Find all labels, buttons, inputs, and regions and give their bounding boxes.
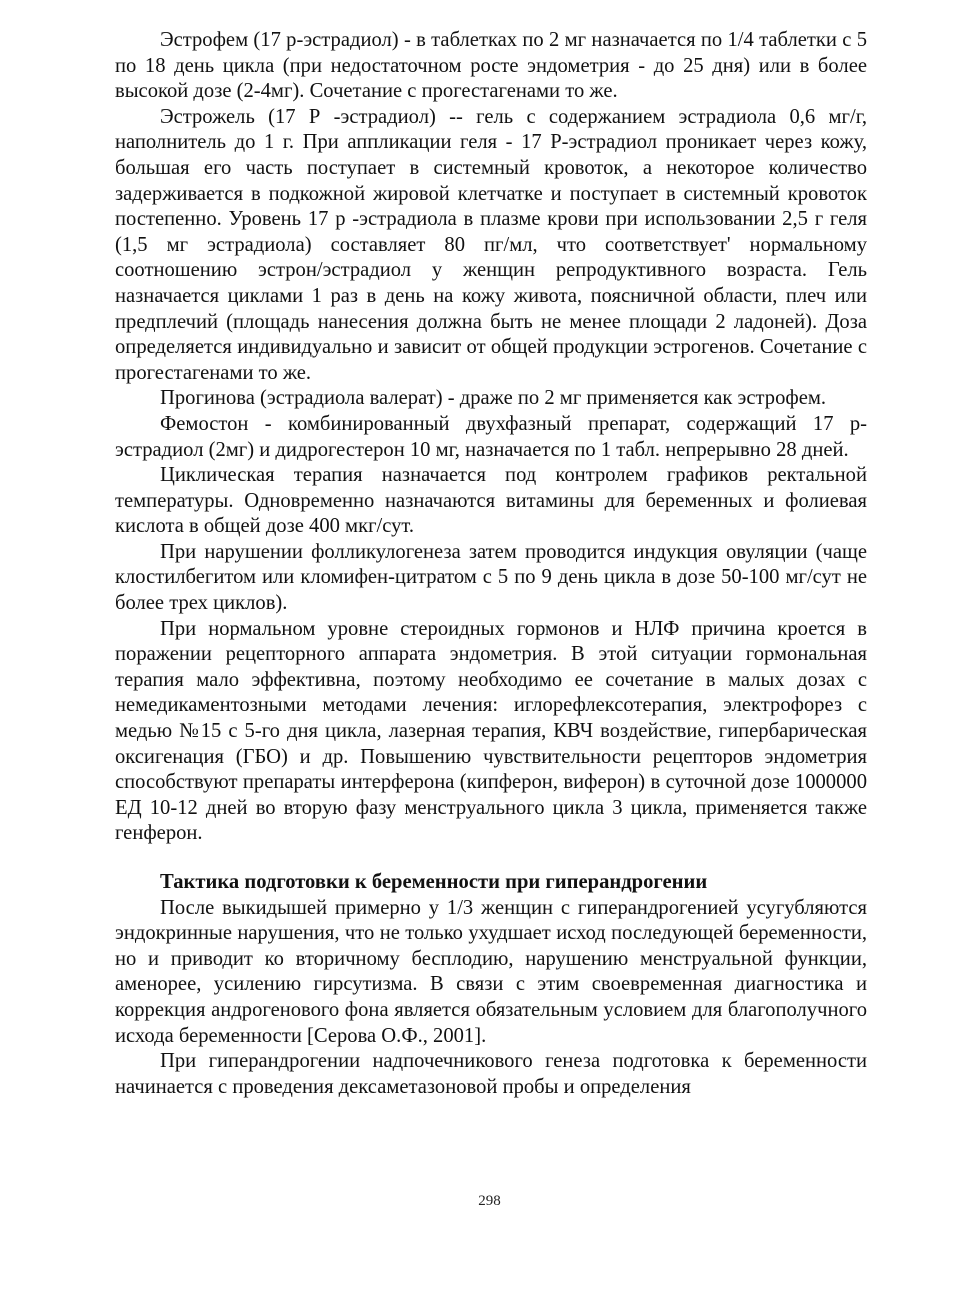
document-page xyxy=(115,28,867,1100)
section-heading: Тактика подготовки к беременности при гиперандрогении xyxy=(160,871,708,893)
paragraph-after-miscarriage: После выкидышей примерно у 1/3 женщин с гиперандрогенией усугубляются эндокринные нарушения, что не только ухудшает исход последующей беременности, но и приводит ко вторичному бесплодию, нарушению менструальной функции, аменорее, усилению гирсутизма. В связи с этим своевременная диагностика и коррекция андрогенового фона является обязательным условием для благополучного исхода беременности [Серова О.Ф., 2001]. xyxy=(115,896,867,1047)
paragraph-proginova: Прогинова (эстрадиола валерат) - драже по 2 мг применяется как эстрофем. xyxy=(160,387,827,410)
paragraph-receptor-apparatus: При нормальном уровне стероидных гормонов и НЛФ причина кроется в поражении рецепторного аппарата эндометрия. В этой ситуации гормональная терапия мало эффективна, поэтому необходимо ее сочетание в малых дозах с немедикаментозными методами лечения: иглорефлексотерапия, электрофорез с медью №15 с 5-го дня цикла, лазерная терапия, КВЧ воздействие, гипербарическая оксигенация (ГБО) и др. Повышению чувствительности рецепторов эндометрия способствуют препараты интерферона (кипферон, виферон) в суточной дозе 1000000 ЕД 10-12 дней во вторую фазу менструального цикла 3 цикла, применяется также генферон. xyxy=(115,617,867,845)
page-number: 298 xyxy=(478,1193,501,1209)
paragraph-femoston: Фемостон - комбинированный двухфазный препарат, содержащий 17 р-эстрадиол (2мг) и дидрогестерон 10 мг, назначается по 1 табл. непрерывно 28 дней. xyxy=(115,412,867,461)
paragraph-cyclic-therapy: Циклическая терапия назначается под контролем графиков ректальной температуры. Одновременно назначаются витамины для беременных и фолиевая кислота в общей дозе 400 мкг/сут. xyxy=(115,464,867,538)
paragraph-ovulation-induction: При нарушении фолликулогенеза затем проводится индукция овуляции (чаще клостилбегитом или кломифен-цитратом с 5 по 9 день цикла в дозе 50-100 мг/сут не более трех циклов). xyxy=(115,540,867,615)
paragraph-estrofem: Эстрофем (17 р-эстрадиол) - в таблетках по 2 мг назначается по 1/4 таблетки с 5 по 18 день цикла (при недостаточном росте эндометрия - до 25 дня) или в более высокой дозе (2-4мг). Сочетание с прогестагенами то же. xyxy=(115,29,867,103)
paragraph-estrozhel: Эстрожель (17 Р -эстрадиол) -- гель с содержанием эстрадиола 0,6 мг/г, наполнитель до 1 г. При аппликации геля - 17 Р-эстрадиол проникает через кожу, большая его часть поступает в системный кровоток, а некоторое количество задерживается в подкожной жировой клетчатке и поступает в системный кровоток постепенно. Уровень 17 р -эстрадиола в плазме крови при использовании 2,5 г геля (1,5 мг эстрадиола) составляет 80 пг/мл, что соответствует' нормальному соотношению эстрон/эстрадиол у женщин репродуктивного возраста. Гель назначается циклами 1 раз в день на кожу живота, поясничной области, плеч или предплечий (площадь нанесения должна быть не менее площади 2 ладоней). Доза определяется индивидуально и зависит от общей продукции эстрогенов. Сочетание с прогестагенами то же. xyxy=(115,105,867,384)
paragraph-adrenal-genesis: При гиперандрогении надпочечникового генеза подготовка к беременности начинается с проведения дексаметазоновой пробы и определения xyxy=(115,1050,867,1098)
